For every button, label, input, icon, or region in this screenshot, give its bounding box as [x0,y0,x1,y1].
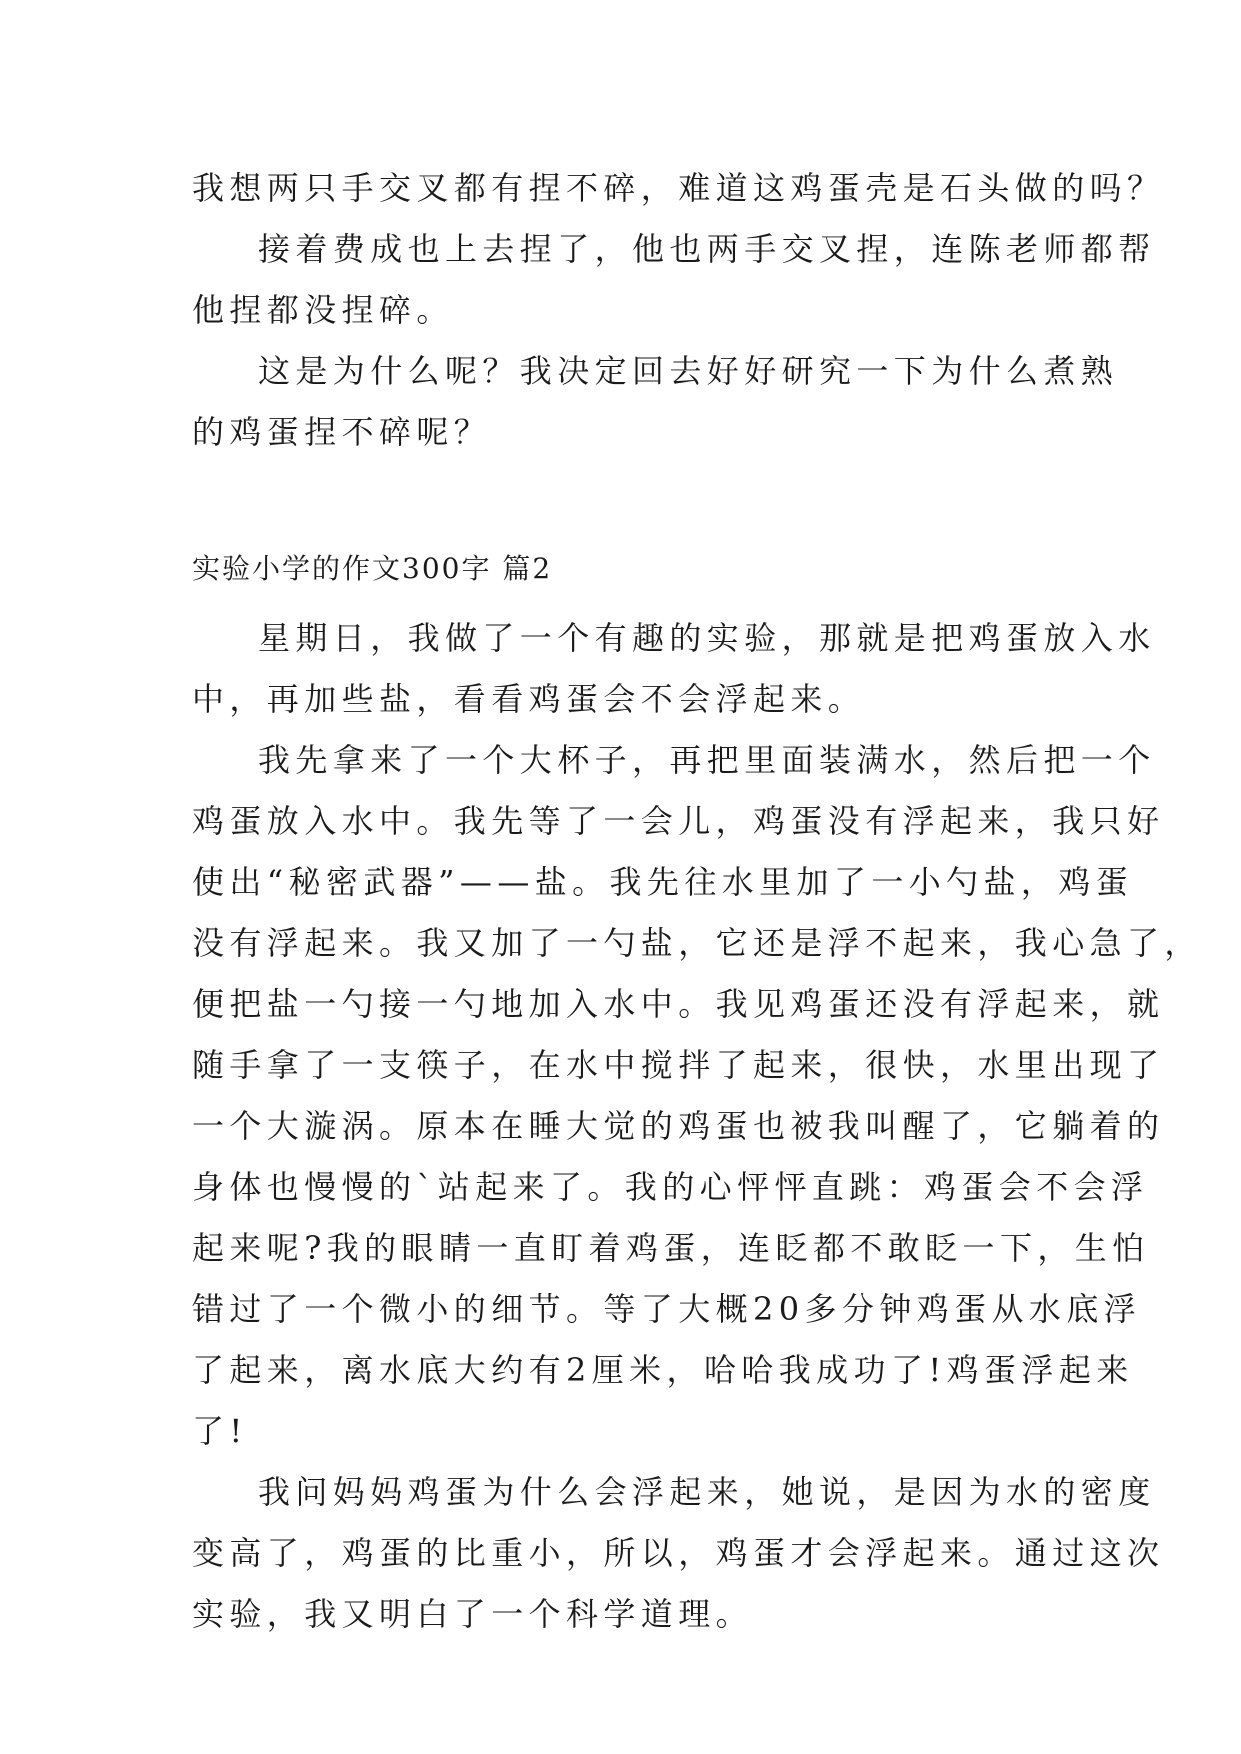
text-line: 我先拿来了一个大杯子，再把里面装满水，然后把一个 [258,741,1156,779]
paragraph-1 [192,608,1156,730]
text-line: 星期日，我做了一个有趣的实验，那就是把鸡蛋放入水 [258,619,1156,657]
text-line: 身体也慢慢的`站起来了。我的心怦怦直跳：鸡蛋会不会浮 [192,1168,1149,1206]
text-line: 鸡蛋放入水中。我先等了一会儿，鸡蛋没有浮起来，我只好 [192,802,1165,840]
section-spacer [192,463,1058,547]
text-line: 错过了一个微小的细节。等了大概20多分钟鸡蛋从水底浮 [192,1290,1142,1328]
text-line: 他捏都没捏碎。 [192,291,454,329]
text-line: 这是为什么呢？我决定回去好好研究一下为什么煮熟 [258,352,1119,390]
text-line: 起来呢?我的眼睛一直盯着鸡蛋，连眨都不敢眨一下，生怕 [192,1229,1150,1267]
text-line: 使出“秘密武器”——盐。我先往水里加了一小勺盐，鸡蛋 [192,863,1134,901]
text-line: 随手拿了一支筷子，在水中搅拌了起来，很快，水里出现了 [192,1046,1165,1084]
document-page [192,158,1202,1645]
text-line: 中，再加些盐，看看鸡蛋会不会浮起来。 [192,680,866,718]
text-line: 便把盐一勺接一勺地加入水中。我见鸡蛋还没有浮起来，就 [192,985,1165,1023]
section-heading: 实验小学的作文300字 篇2 [192,552,553,585]
text-line: 接着费成也上去捏了，他也两手交叉捏，连陈老师都帮 [258,230,1156,268]
text-line: 我想两只手交叉都有捏不碎，难道这鸡蛋壳是石头做的吗？ [192,169,1165,207]
text-line: 变高了，鸡蛋的比重小，所以，鸡蛋才会浮起来。通过这次 [192,1534,1165,1572]
text-line: 我问妈妈鸡蛋为什么会浮起来，她说，是因为水的密度 [258,1473,1156,1511]
text-line: 没有浮起来。我又加了一勺盐，它还是浮不起来，我心急了， [192,924,1202,962]
text-line: 实验，我又明白了一个科学道理。 [192,1595,754,1633]
paragraph-3 [192,1462,1165,1645]
text-line: 了! [192,1412,248,1450]
text-line: 了起来，离水底大约有2厘米，哈哈我成功了!鸡蛋浮起来 [192,1351,1134,1389]
text-line: 一个大漩涡。原本在睡大觉的鸡蛋也被我叫醒了，它躺着的 [192,1107,1165,1145]
section-1 [192,158,1165,463]
paragraph-2 [192,730,1202,1462]
text-line: 的鸡蛋捏不碎呢？ [192,413,492,451]
